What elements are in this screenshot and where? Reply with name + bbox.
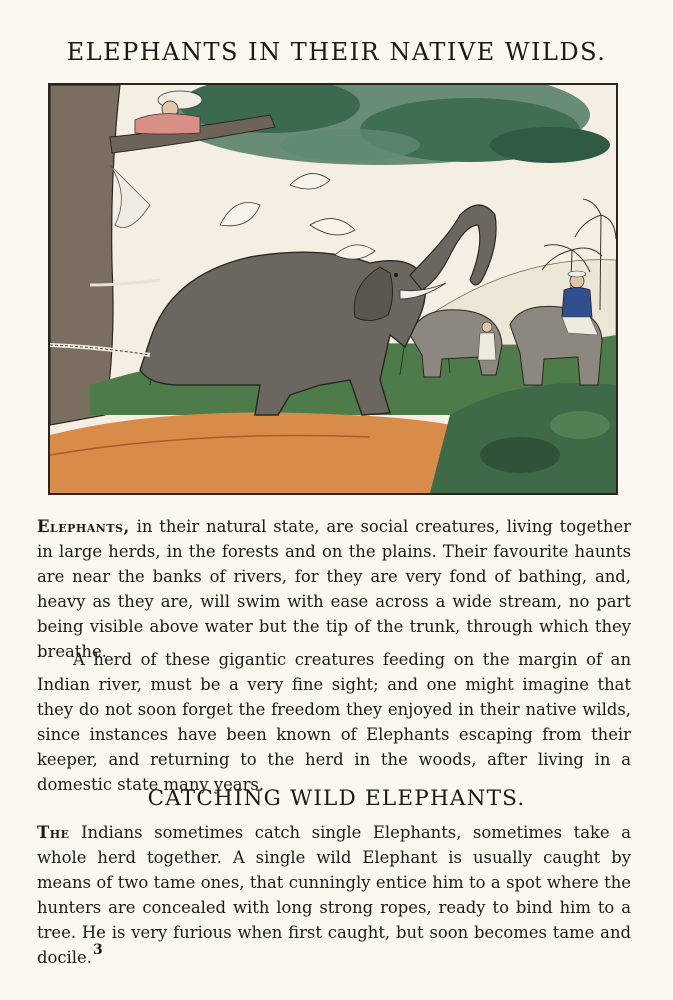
paragraph-1 <box>37 514 631 664</box>
elephant-capture-illustration <box>50 85 616 493</box>
page-number: 3 <box>93 942 103 958</box>
paragraph-1-text: in their natural state, are social creatures, living together in large herds, in the forests and on the plains. Their favourite haunts are near the banks of rivers, for they are very fond of bathing, and, heavy as they are, will swim with ease across a wide stream, no part being visible above water but the tip of the trunk, through which they breathe. <box>37 517 631 661</box>
paragraph-2: A herd of these gigantic creatures feeding on the margin of an Indian river, must be a very fine sight; and one might imagine that they do not soon forget the freedom they enjoyed in their native wilds, since instances have been known of Elephants escaping from their keeper, and returning to the herd in the woods, after living in a domestic state many years. <box>37 650 631 794</box>
paragraph-1-lead: Elephants, <box>37 517 130 536</box>
paragraph-3 <box>37 820 631 970</box>
page-title: ELEPHANTS IN THEIR NATIVE WILDS. <box>66 38 607 66</box>
illustration-plate <box>48 83 618 495</box>
paragraph-3-lead: The <box>37 823 70 842</box>
paragraph-3-text: Indians sometimes catch single Elephants, sometimes take a whole herd together. A single wild Elephant is usually caught by means of two tame ones, that cunningly entice him to a spot where the hunters are concealed with long strong ropes, ready to bind him to a tree. He is very furious when first caught, but soon becomes tame and docile. <box>37 823 631 967</box>
section-heading: CATCHING WILD ELEPHANTS. <box>147 786 526 811</box>
